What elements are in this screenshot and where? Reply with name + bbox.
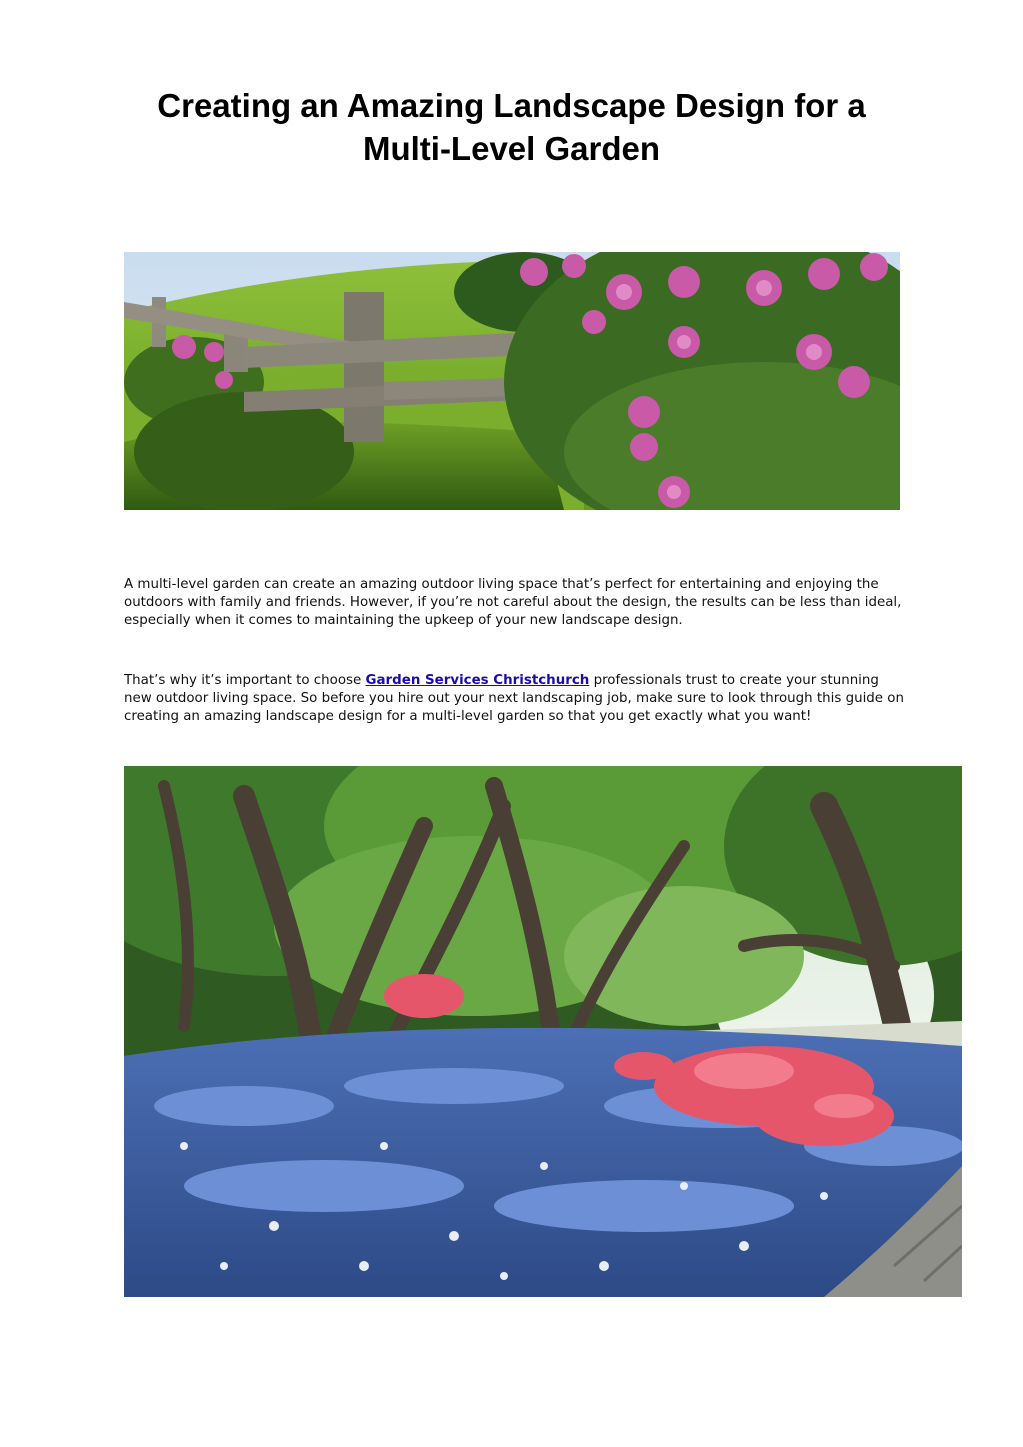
woodland-garden-photo xyxy=(124,766,962,1297)
service-paragraph-after-link: professionals trust to create your stunning new outdoor living space. So before you hire out your next landscaping job, make sure to look through this guide on creating an amazing landscape design for a multi-level garden so that you get exactly what you want! xyxy=(124,673,904,724)
intro-paragraph: A multi-level garden can create an amazing outdoor living space that’s perfect for entertaining and enjoying the outdoors with family and friends. However, if you’re not careful about the design, the results can be less than ideal, especially when it comes to maintaining the upkeep of your new landscape design. xyxy=(124,577,902,628)
service-paragraph xyxy=(124,672,904,726)
woodland-garden-illustration xyxy=(124,766,962,1297)
title-line-1: Creating an Amazing Landscape Design for a xyxy=(157,87,866,124)
title-line-2: Multi-Level Garden xyxy=(362,130,661,167)
service-paragraph-before-link: That’s why it’s important to choose xyxy=(124,673,366,688)
page-title xyxy=(110,84,913,170)
fence-garden-photo xyxy=(124,252,900,510)
fence-garden-illustration xyxy=(124,252,900,510)
garden-services-link[interactable]: Garden Services Christchurch xyxy=(365,673,590,688)
